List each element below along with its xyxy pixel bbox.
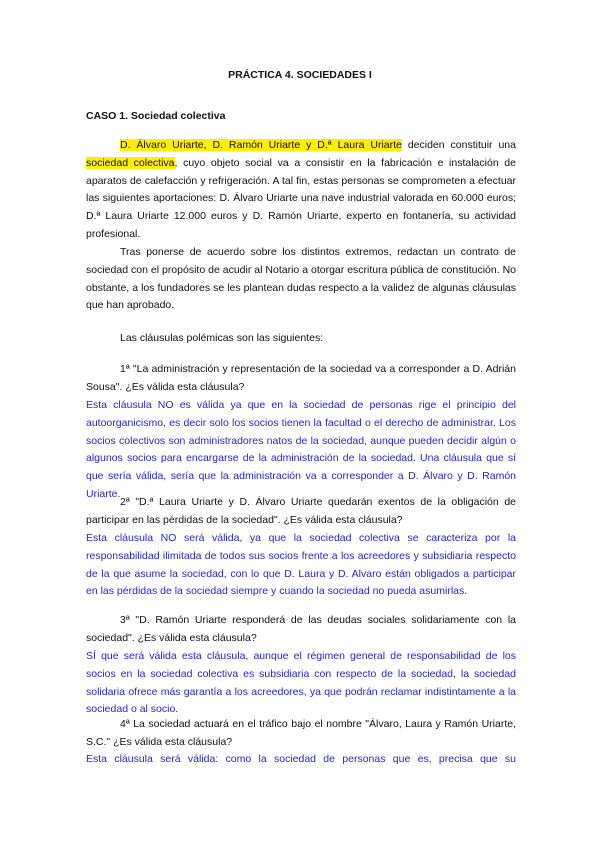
highlight-company-type: sociedad colectiva: [86, 156, 175, 169]
clause-4-answer: Esta cláusula será válida: como la sociedad de personas que es, precisa que su: [86, 753, 516, 765]
intro-text-1: deciden constituir una: [401, 139, 516, 151]
clause-3-question: [86, 612, 516, 648]
clauses-intro: [86, 330, 516, 348]
clause-2-answer: Esta cláusula NO será válida, ya que la sociedad colectiva se caracteriza por la responsabilidad ilimitada de todos sus socios frente a los acreedores y subsidiaria respecto de la que asume la sociedad, con lo que D. Laura y D. Alvaro están obligados a participar en las pérdidas de la sociedad siempre y cuando la sociedad no pueda asumirlas.: [86, 532, 516, 598]
intro-paragraph: [86, 137, 516, 244]
clauses-intro-text: Las cláusulas polémicas son las siguientes:: [120, 332, 324, 344]
clause-1-answer: Esta cláusula NO es válida ya que en la sociedad de personas rige el principio del autoorganicismo, es decir solo los socios tienen la facultad o el derecho de administrar. Los socios colectivos son administradores natos de la sociedad, aunque pueden decidir algún o algunos socios para encargarse de la administración de la sociedad. Una cláusula que sí que sería válida, sería que la administración va a corresponder a D. Álvaro y D. Ramón Uriarte.: [86, 399, 516, 500]
clause-4-text: 4ª La sociedad actuará en el tráfico bajo el nombre "Álvaro, Laura y Ramón Uriarte, S.C." ¿Es válida esta cláusula?: [86, 718, 516, 748]
context-paragraph: [86, 244, 516, 315]
highlight-founders: D. Álvaro Uriarte, D. Ramón Uriarte y D.ª Laura Uriarte: [120, 139, 402, 151]
clause-2-question: [86, 494, 516, 530]
clause-1-text: 1ª "La administración y representación de la sociedad va a corresponder a D. Adrián Sousa". ¿Es válida esta cláusula?: [86, 363, 516, 393]
clause-3-answer: SÍ que será válida esta cláusula, aunque el régimen general de responsabilidad de los socios en la sociedad colectiva es subsidiaria con respecto de la sociedad, la sociedad solidaria ofrece más garantía a los acreedores, ya que podrán reclamar indistintamente a la sociedad o al socio.: [86, 650, 516, 716]
page-title: PRÁCTICA 4. SOCIEDADES I: [228, 69, 372, 81]
clause-4-question: [86, 716, 516, 752]
intro-text-2: , cuyo objeto social va a consistir en la fabricación e instalación de aparatos de calefacción y refrigeración. A tal fin, estas personas se comprometen a efectuar las siguientes aportaciones: D. Álvaro Uriarte una nave industrial valorada en 60.000 euros; D.ª Laura Uriarte 12.000 euros y D. Ramón Uriarte, experto en fontanería, su actividad profesional.: [86, 156, 516, 240]
clause-3-text: 3ª "D. Ramón Uriarte responderá de las deudas sociales solidariamente con la sociedad". ¿Es válida esta cláusula?: [86, 614, 516, 644]
clause-2-text: 2ª "D.ª Laura Uriarte y D. Álvaro Uriarte quedarán exentos de la obligación de participar en las pérdidas de la sociedad". ¿Es válida esta cláusula?: [86, 496, 516, 526]
case-heading: CASO 1. Sociedad colectiva: [86, 110, 226, 122]
context-text: Tras ponerse de acuerdo sobre los distintos extremos, redactan un contrato de sociedad con el propósito de acudir al Notario a otorgar escritura pública de constitución. No obstante, a los fundadores se les plantean dudas respecto a la validez de algunas cláusulas que han aprobado.: [86, 246, 516, 312]
clause-1-question: [86, 361, 516, 397]
